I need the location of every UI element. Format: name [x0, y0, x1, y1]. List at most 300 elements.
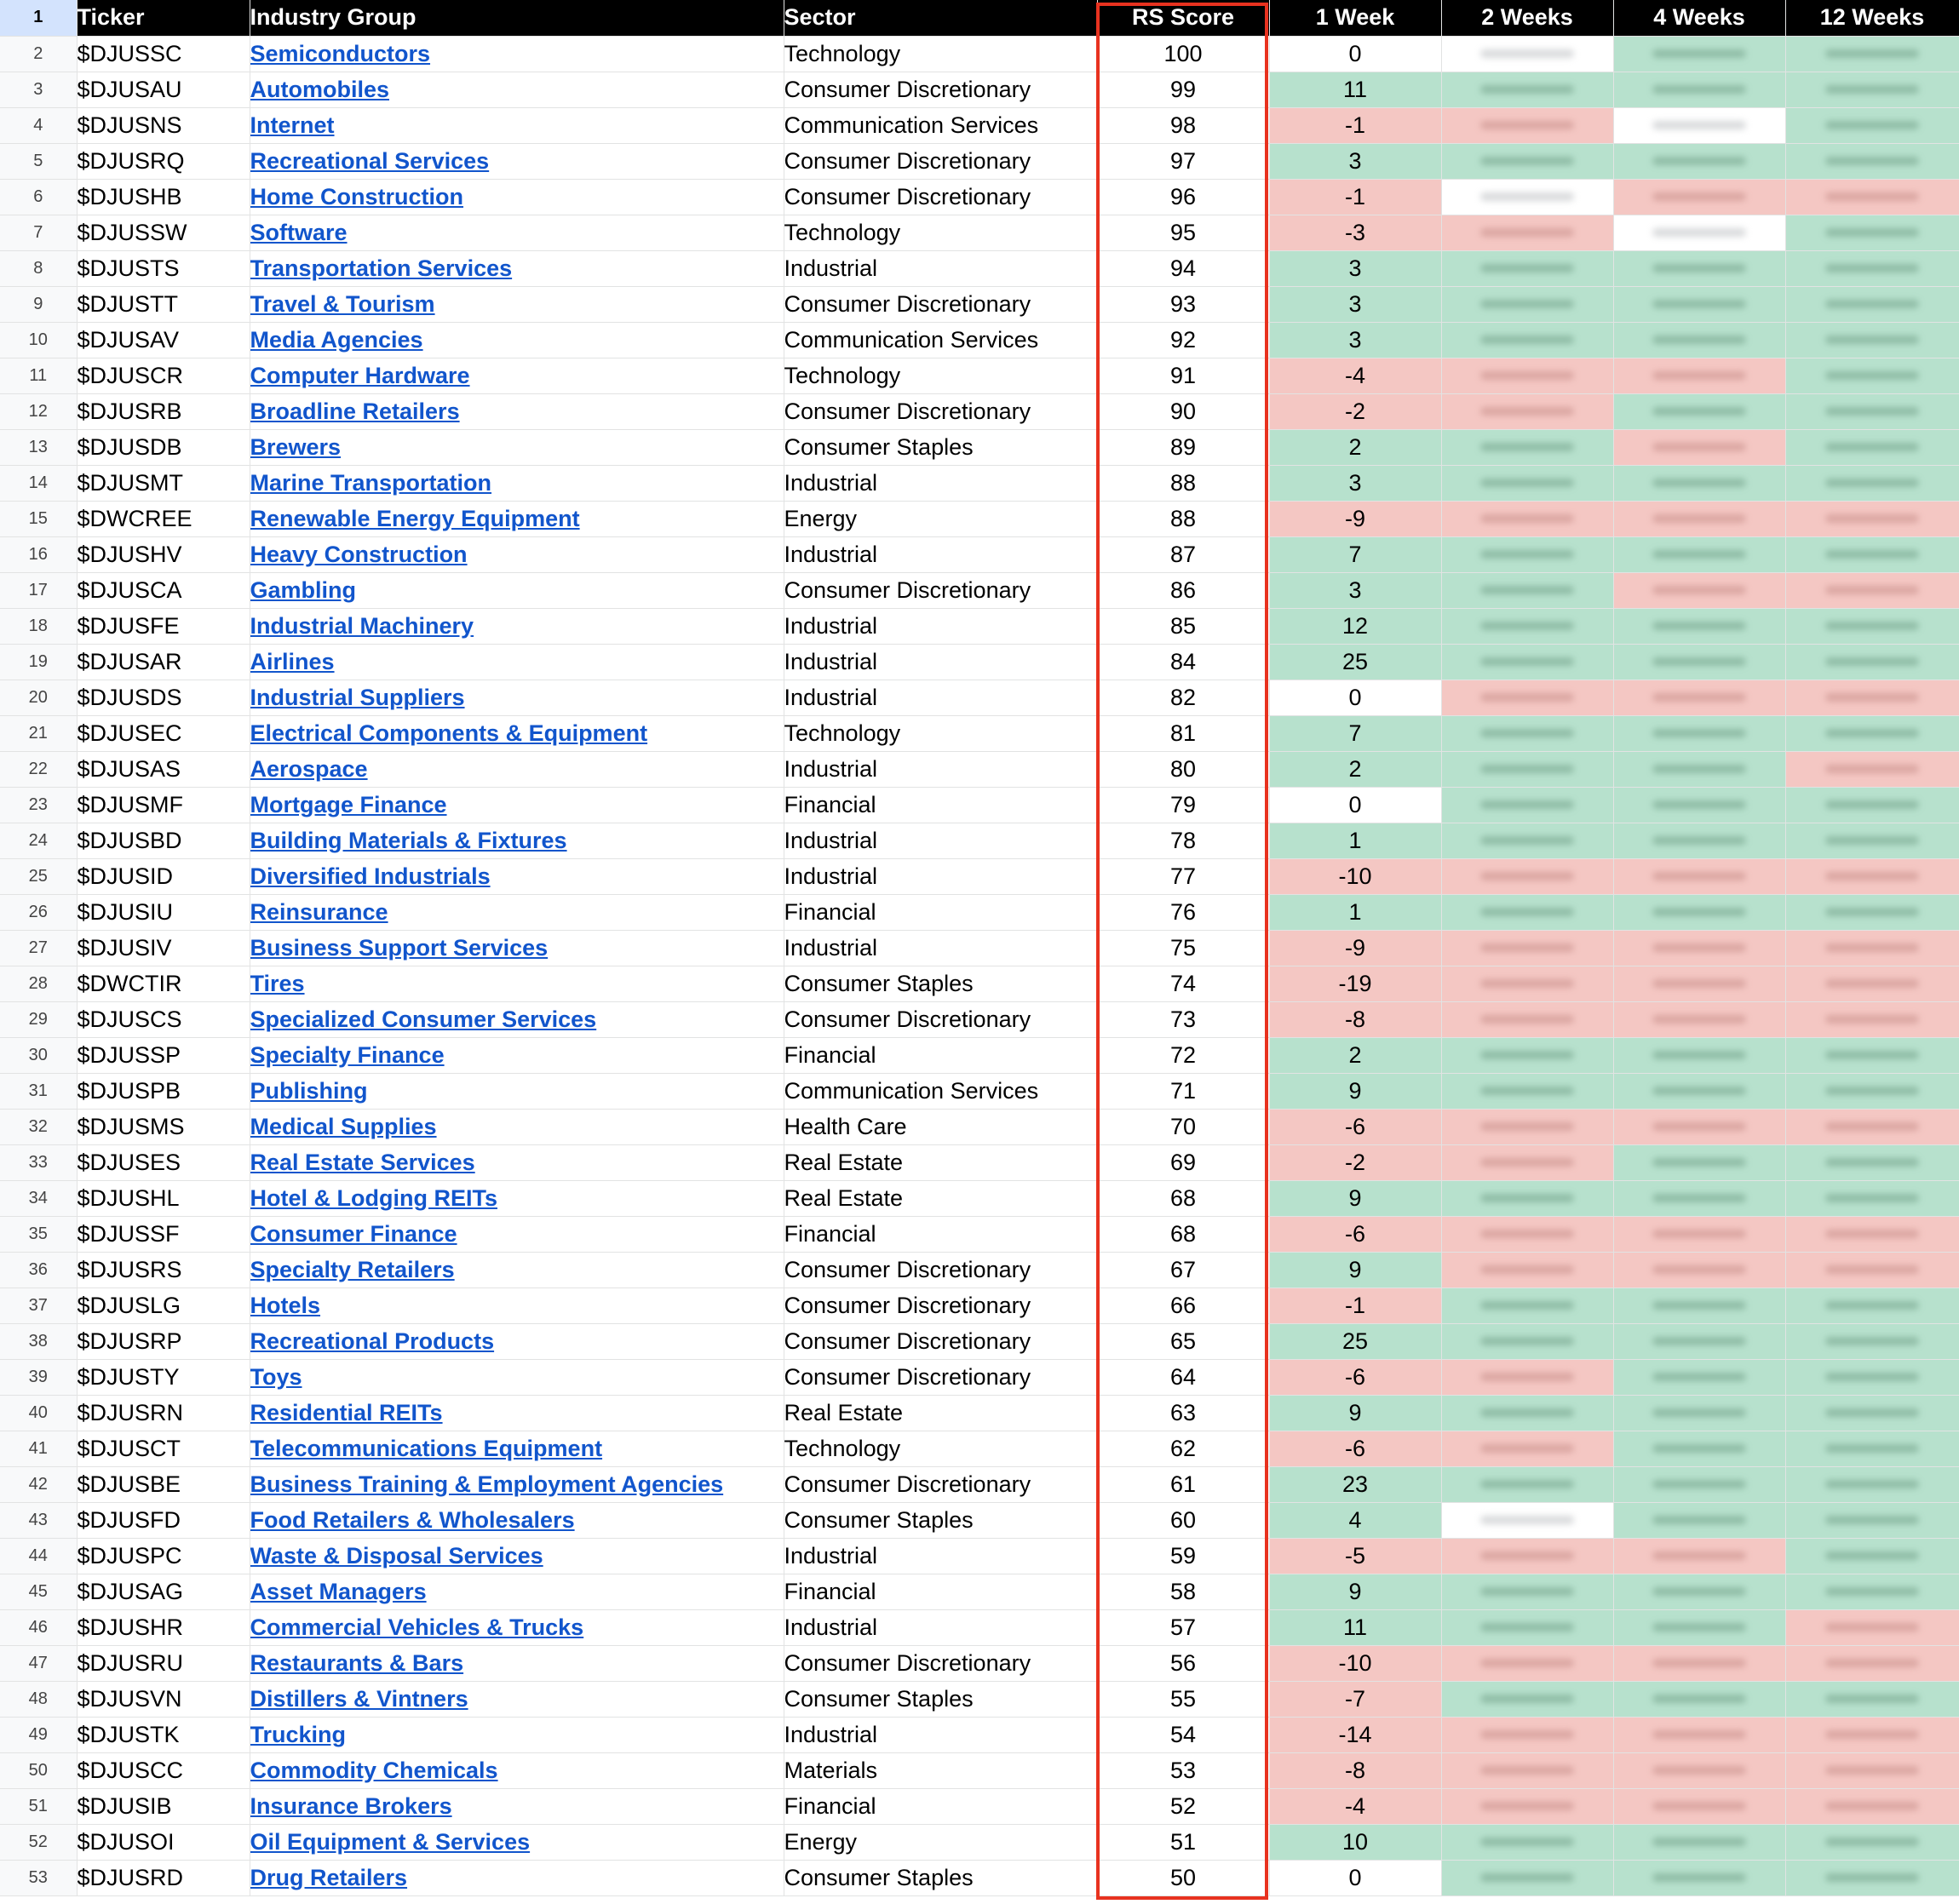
industry-group-link[interactable]: Hotels — [250, 1292, 321, 1318]
ticker-cell[interactable]: $DJUSCT — [77, 1431, 250, 1466]
week12-blurred-cell[interactable] — [1785, 1073, 1959, 1109]
industry-group-cell[interactable] — [250, 107, 784, 143]
week4-blurred-cell[interactable] — [1613, 1323, 1785, 1359]
week1-change-cell[interactable]: -14 — [1269, 1717, 1441, 1752]
week2-blurred-cell[interactable] — [1441, 1431, 1613, 1466]
rs-score-cell[interactable]: 61 — [1097, 1466, 1269, 1502]
ticker-cell[interactable]: $DJUSRU — [77, 1645, 250, 1681]
week2-blurred-cell[interactable] — [1441, 393, 1613, 429]
industry-group-cell[interactable] — [250, 322, 784, 358]
industry-group-link[interactable]: Semiconductors — [250, 40, 431, 66]
industry-group-link[interactable]: Oil Equipment & Services — [250, 1828, 531, 1855]
week2-blurred-cell[interactable] — [1441, 1180, 1613, 1216]
industry-group-link[interactable]: Internet — [250, 112, 335, 138]
ticker-cell[interactable]: $DJUSCS — [77, 1001, 250, 1037]
week2-blurred-cell[interactable] — [1441, 501, 1613, 536]
week2-blurred-cell[interactable] — [1441, 536, 1613, 572]
row-number[interactable]: 46 — [0, 1609, 77, 1645]
sector-cell[interactable]: Consumer Discretionary — [784, 1001, 1097, 1037]
ticker-cell[interactable]: $DJUSBD — [77, 823, 250, 858]
industry-group-cell[interactable] — [250, 1431, 784, 1466]
industry-group-link[interactable]: Airlines — [250, 648, 335, 674]
week2-blurred-cell[interactable] — [1441, 1752, 1613, 1788]
rs-score-cell[interactable]: 82 — [1097, 680, 1269, 715]
row-number[interactable]: 51 — [0, 1788, 77, 1824]
rs-score-cell[interactable]: 66 — [1097, 1287, 1269, 1323]
week12-column-header[interactable]: 12 Weeks — [1785, 0, 1959, 36]
week2-blurred-cell[interactable] — [1441, 143, 1613, 179]
industry-group-link[interactable]: Broadline Retailers — [250, 398, 460, 424]
week4-blurred-cell[interactable] — [1613, 1502, 1785, 1538]
row-number[interactable]: 5 — [0, 143, 77, 179]
industry-group-link[interactable]: Business Training & Employment Agencies — [250, 1471, 724, 1497]
rs-score-cell[interactable]: 89 — [1097, 429, 1269, 465]
industry-group-link[interactable]: Marine Transportation — [250, 469, 492, 496]
week4-blurred-cell[interactable] — [1613, 1538, 1785, 1574]
industry-group-cell[interactable] — [250, 1216, 784, 1252]
week1-change-cell[interactable]: -6 — [1269, 1431, 1441, 1466]
industry-group-cell[interactable] — [250, 215, 784, 250]
industry-group-link[interactable]: Home Construction — [250, 183, 464, 209]
week2-blurred-cell[interactable] — [1441, 608, 1613, 644]
row-number[interactable]: 6 — [0, 179, 77, 215]
sector-cell[interactable]: Technology — [784, 36, 1097, 72]
industry-group-cell[interactable] — [250, 429, 784, 465]
week4-blurred-cell[interactable] — [1613, 1287, 1785, 1323]
industry-group-link[interactable]: Business Support Services — [250, 934, 549, 961]
rs-score-cell[interactable]: 84 — [1097, 644, 1269, 680]
ticker-cell[interactable]: $DJUSFD — [77, 1502, 250, 1538]
row-number[interactable]: 50 — [0, 1752, 77, 1788]
week4-blurred-cell[interactable] — [1613, 1574, 1785, 1609]
rs-score-cell[interactable]: 72 — [1097, 1037, 1269, 1073]
week1-change-cell[interactable]: 9 — [1269, 1073, 1441, 1109]
week12-blurred-cell[interactable] — [1785, 501, 1959, 536]
week4-blurred-cell[interactable] — [1613, 1037, 1785, 1073]
week2-blurred-cell[interactable] — [1441, 1574, 1613, 1609]
row-number[interactable]: 9 — [0, 286, 77, 322]
week12-blurred-cell[interactable] — [1785, 680, 1959, 715]
row-number[interactable]: 26 — [0, 894, 77, 930]
week2-blurred-cell[interactable] — [1441, 465, 1613, 501]
industry-group-cell[interactable] — [250, 608, 784, 644]
ticker-cell[interactable]: $DJUSBE — [77, 1466, 250, 1502]
week12-blurred-cell[interactable] — [1785, 465, 1959, 501]
week4-blurred-cell[interactable] — [1613, 930, 1785, 966]
week1-change-cell[interactable]: 12 — [1269, 608, 1441, 644]
ticker-cell[interactable]: $DJUSVN — [77, 1681, 250, 1717]
industry-group-column-header[interactable]: Industry Group — [250, 0, 784, 36]
industry-group-cell[interactable] — [250, 1609, 784, 1645]
industry-group-cell[interactable] — [250, 715, 784, 751]
row-number[interactable]: 23 — [0, 787, 77, 823]
week1-change-cell[interactable]: 0 — [1269, 36, 1441, 72]
row-number[interactable]: 37 — [0, 1287, 77, 1323]
week12-blurred-cell[interactable] — [1785, 1466, 1959, 1502]
ticker-cell[interactable]: $DJUSSC — [77, 36, 250, 72]
week12-blurred-cell[interactable] — [1785, 143, 1959, 179]
industry-group-cell[interactable] — [250, 894, 784, 930]
industry-group-link[interactable]: Restaurants & Bars — [250, 1649, 464, 1676]
industry-group-cell[interactable] — [250, 143, 784, 179]
industry-group-cell[interactable] — [250, 1645, 784, 1681]
industry-group-cell[interactable] — [250, 751, 784, 787]
row-number[interactable]: 24 — [0, 823, 77, 858]
week1-change-cell[interactable]: -9 — [1269, 501, 1441, 536]
sector-cell[interactable]: Industrial — [784, 608, 1097, 644]
industry-group-cell[interactable] — [250, 1466, 784, 1502]
week2-blurred-cell[interactable] — [1441, 429, 1613, 465]
row-number[interactable]: 35 — [0, 1216, 77, 1252]
rs-score-cell[interactable]: 93 — [1097, 286, 1269, 322]
ticker-cell[interactable]: $DJUSPB — [77, 1073, 250, 1109]
industry-group-link[interactable]: Recreational Products — [250, 1328, 495, 1354]
industry-group-cell[interactable] — [250, 1502, 784, 1538]
industry-group-cell[interactable] — [250, 787, 784, 823]
week4-blurred-cell[interactable] — [1613, 680, 1785, 715]
sector-cell[interactable]: Consumer Discretionary — [784, 143, 1097, 179]
week12-blurred-cell[interactable] — [1785, 1574, 1959, 1609]
rs-score-cell[interactable]: 52 — [1097, 1788, 1269, 1824]
industry-group-cell[interactable] — [250, 1574, 784, 1609]
sector-cell[interactable]: Technology — [784, 715, 1097, 751]
week4-blurred-cell[interactable] — [1613, 107, 1785, 143]
row-number-header[interactable]: 1 — [0, 0, 77, 36]
week4-blurred-cell[interactable] — [1613, 1645, 1785, 1681]
week12-blurred-cell[interactable] — [1785, 1431, 1959, 1466]
week12-blurred-cell[interactable] — [1785, 1216, 1959, 1252]
week1-change-cell[interactable]: 3 — [1269, 465, 1441, 501]
industry-group-cell[interactable] — [250, 1037, 784, 1073]
ticker-cell[interactable]: $DJUSHB — [77, 179, 250, 215]
sector-cell[interactable]: Industrial — [784, 1538, 1097, 1574]
week1-change-cell[interactable]: -7 — [1269, 1681, 1441, 1717]
sector-cell[interactable]: Energy — [784, 1824, 1097, 1860]
industry-group-cell[interactable] — [250, 1359, 784, 1395]
sector-cell[interactable]: Financial — [784, 1216, 1097, 1252]
week4-blurred-cell[interactable] — [1613, 1252, 1785, 1287]
row-number[interactable]: 13 — [0, 429, 77, 465]
row-number[interactable]: 34 — [0, 1180, 77, 1216]
week1-change-cell[interactable]: 11 — [1269, 72, 1441, 107]
sector-cell[interactable]: Real Estate — [784, 1144, 1097, 1180]
sector-cell[interactable]: Industrial — [784, 930, 1097, 966]
week1-change-cell[interactable]: -6 — [1269, 1109, 1441, 1144]
sector-cell[interactable]: Consumer Discretionary — [784, 1287, 1097, 1323]
ticker-cell[interactable]: $DJUSTS — [77, 250, 250, 286]
row-number[interactable]: 25 — [0, 858, 77, 894]
ticker-cell[interactable]: $DJUSSF — [77, 1216, 250, 1252]
week2-blurred-cell[interactable] — [1441, 1252, 1613, 1287]
ticker-cell[interactable]: $DJUSSW — [77, 215, 250, 250]
week12-blurred-cell[interactable] — [1785, 823, 1959, 858]
industry-group-cell[interactable] — [250, 250, 784, 286]
week4-blurred-cell[interactable] — [1613, 1609, 1785, 1645]
industry-group-cell[interactable] — [250, 1252, 784, 1287]
week4-blurred-cell[interactable] — [1613, 1860, 1785, 1895]
sector-cell[interactable]: Technology — [784, 358, 1097, 393]
row-number[interactable]: 21 — [0, 715, 77, 751]
week12-blurred-cell[interactable] — [1785, 751, 1959, 787]
row-number[interactable]: 2 — [0, 36, 77, 72]
industry-group-cell[interactable] — [250, 179, 784, 215]
week12-blurred-cell[interactable] — [1785, 72, 1959, 107]
row-number[interactable]: 52 — [0, 1824, 77, 1860]
week12-blurred-cell[interactable] — [1785, 1287, 1959, 1323]
industry-group-link[interactable]: Hotel & Lodging REITs — [250, 1184, 497, 1211]
industry-group-cell[interactable] — [250, 966, 784, 1001]
industry-group-link[interactable]: Transportation Services — [250, 255, 513, 281]
week12-blurred-cell[interactable] — [1785, 1538, 1959, 1574]
rs-score-cell[interactable]: 59 — [1097, 1538, 1269, 1574]
industry-group-cell[interactable] — [250, 572, 784, 608]
week1-change-cell[interactable]: 3 — [1269, 143, 1441, 179]
industry-group-cell[interactable] — [250, 393, 784, 429]
sector-cell[interactable]: Consumer Discretionary — [784, 1323, 1097, 1359]
ticker-cell[interactable]: $DJUSLG — [77, 1287, 250, 1323]
sector-cell[interactable]: Real Estate — [784, 1395, 1097, 1431]
industry-group-cell[interactable] — [250, 501, 784, 536]
week2-blurred-cell[interactable] — [1441, 680, 1613, 715]
week4-blurred-cell[interactable] — [1613, 966, 1785, 1001]
industry-group-cell[interactable] — [250, 1788, 784, 1824]
week12-blurred-cell[interactable] — [1785, 1037, 1959, 1073]
week12-blurred-cell[interactable] — [1785, 358, 1959, 393]
industry-group-cell[interactable] — [250, 930, 784, 966]
sector-cell[interactable]: Consumer Discretionary — [784, 1252, 1097, 1287]
week4-blurred-cell[interactable] — [1613, 1395, 1785, 1431]
week4-blurred-cell[interactable] — [1613, 1144, 1785, 1180]
industry-group-cell[interactable] — [250, 1323, 784, 1359]
rs-score-cell[interactable]: 55 — [1097, 1681, 1269, 1717]
rs-score-cell[interactable]: 95 — [1097, 215, 1269, 250]
industry-group-cell[interactable] — [250, 1109, 784, 1144]
sector-cell[interactable]: Financial — [784, 1574, 1097, 1609]
week1-change-cell[interactable]: 0 — [1269, 787, 1441, 823]
rs-score-cell[interactable]: 76 — [1097, 894, 1269, 930]
week1-change-cell[interactable]: -10 — [1269, 858, 1441, 894]
industry-group-link[interactable]: Trucking — [250, 1721, 347, 1747]
week4-blurred-cell[interactable] — [1613, 1466, 1785, 1502]
row-number[interactable]: 42 — [0, 1466, 77, 1502]
week4-blurred-cell[interactable] — [1613, 572, 1785, 608]
industry-group-cell[interactable] — [250, 1073, 784, 1109]
week1-change-cell[interactable]: 3 — [1269, 286, 1441, 322]
ticker-cell[interactable]: $DJUSTK — [77, 1717, 250, 1752]
week4-blurred-cell[interactable] — [1613, 1752, 1785, 1788]
ticker-cell[interactable]: $DJUSTY — [77, 1359, 250, 1395]
rs-score-cell[interactable]: 78 — [1097, 823, 1269, 858]
ticker-cell[interactable]: $DJUSAU — [77, 72, 250, 107]
row-number[interactable]: 4 — [0, 107, 77, 143]
sector-cell[interactable]: Industrial — [784, 1717, 1097, 1752]
ticker-cell[interactable]: $DJUSHR — [77, 1609, 250, 1645]
rs-score-cell[interactable]: 99 — [1097, 72, 1269, 107]
row-number[interactable]: 16 — [0, 536, 77, 572]
week2-blurred-cell[interactable] — [1441, 715, 1613, 751]
row-number[interactable]: 33 — [0, 1144, 77, 1180]
week4-blurred-cell[interactable] — [1613, 1824, 1785, 1860]
row-number[interactable]: 11 — [0, 358, 77, 393]
week12-blurred-cell[interactable] — [1785, 858, 1959, 894]
week4-blurred-cell[interactable] — [1613, 1180, 1785, 1216]
week12-blurred-cell[interactable] — [1785, 1144, 1959, 1180]
industry-group-link[interactable]: Publishing — [250, 1077, 368, 1104]
week4-blurred-cell[interactable] — [1613, 250, 1785, 286]
week4-blurred-cell[interactable] — [1613, 1717, 1785, 1752]
row-number[interactable]: 49 — [0, 1717, 77, 1752]
ticker-cell[interactable]: $DJUSNS — [77, 107, 250, 143]
week12-blurred-cell[interactable] — [1785, 608, 1959, 644]
week1-change-cell[interactable]: 11 — [1269, 1609, 1441, 1645]
industry-group-cell[interactable] — [250, 536, 784, 572]
week1-change-cell[interactable]: 9 — [1269, 1252, 1441, 1287]
week12-blurred-cell[interactable] — [1785, 322, 1959, 358]
week12-blurred-cell[interactable] — [1785, 1109, 1959, 1144]
week1-change-cell[interactable]: 7 — [1269, 715, 1441, 751]
sector-cell[interactable]: Technology — [784, 215, 1097, 250]
industry-group-link[interactable]: Consumer Finance — [250, 1220, 457, 1247]
week2-blurred-cell[interactable] — [1441, 787, 1613, 823]
sector-cell[interactable]: Consumer Discretionary — [784, 1645, 1097, 1681]
week2-blurred-cell[interactable] — [1441, 215, 1613, 250]
week12-blurred-cell[interactable] — [1785, 1323, 1959, 1359]
week2-blurred-cell[interactable] — [1441, 644, 1613, 680]
week1-change-cell[interactable]: -8 — [1269, 1752, 1441, 1788]
week4-blurred-cell[interactable] — [1613, 644, 1785, 680]
week1-change-cell[interactable]: 2 — [1269, 429, 1441, 465]
rs-score-cell[interactable]: 73 — [1097, 1001, 1269, 1037]
week1-change-cell[interactable]: -1 — [1269, 179, 1441, 215]
sector-cell[interactable]: Consumer Staples — [784, 966, 1097, 1001]
week2-blurred-cell[interactable] — [1441, 1681, 1613, 1717]
sector-cell[interactable]: Communication Services — [784, 107, 1097, 143]
week2-blurred-cell[interactable] — [1441, 107, 1613, 143]
industry-group-cell[interactable] — [250, 286, 784, 322]
week4-blurred-cell[interactable] — [1613, 1359, 1785, 1395]
industry-group-cell[interactable] — [250, 358, 784, 393]
week12-blurred-cell[interactable] — [1785, 930, 1959, 966]
week1-change-cell[interactable]: -3 — [1269, 215, 1441, 250]
industry-group-cell[interactable] — [250, 823, 784, 858]
sector-cell[interactable]: Financial — [784, 1788, 1097, 1824]
week2-blurred-cell[interactable] — [1441, 1037, 1613, 1073]
week2-blurred-cell[interactable] — [1441, 823, 1613, 858]
week2-blurred-cell[interactable] — [1441, 36, 1613, 72]
week1-change-cell[interactable]: 9 — [1269, 1574, 1441, 1609]
industry-group-cell[interactable] — [250, 1860, 784, 1895]
rs-score-cell[interactable]: 85 — [1097, 608, 1269, 644]
row-number[interactable]: 45 — [0, 1574, 77, 1609]
week4-blurred-cell[interactable] — [1613, 858, 1785, 894]
week1-change-cell[interactable]: -6 — [1269, 1359, 1441, 1395]
week4-blurred-cell[interactable] — [1613, 322, 1785, 358]
industry-group-link[interactable]: Automobiles — [250, 76, 390, 102]
industry-group-link[interactable]: Electrical Components & Equipment — [250, 720, 648, 746]
rs-score-cell[interactable]: 68 — [1097, 1216, 1269, 1252]
industry-group-link[interactable]: Toys — [250, 1363, 302, 1390]
week2-blurred-cell[interactable] — [1441, 858, 1613, 894]
sector-cell[interactable]: Consumer Discretionary — [784, 179, 1097, 215]
week2-blurred-cell[interactable] — [1441, 1323, 1613, 1359]
sector-cell[interactable]: Industrial — [784, 1609, 1097, 1645]
rs-score-cell[interactable]: 69 — [1097, 1144, 1269, 1180]
week2-blurred-cell[interactable] — [1441, 179, 1613, 215]
rs-score-column-header[interactable]: RS Score — [1097, 0, 1269, 36]
week2-blurred-cell[interactable] — [1441, 1216, 1613, 1252]
row-number[interactable]: 7 — [0, 215, 77, 250]
week2-blurred-cell[interactable] — [1441, 572, 1613, 608]
sector-cell[interactable]: Financial — [784, 894, 1097, 930]
industry-group-cell[interactable] — [250, 1180, 784, 1216]
sector-cell[interactable]: Industrial — [784, 250, 1097, 286]
week2-blurred-cell[interactable] — [1441, 1717, 1613, 1752]
ticker-cell[interactable]: $DJUSAR — [77, 644, 250, 680]
industry-group-link[interactable]: Insurance Brokers — [250, 1792, 452, 1819]
industry-group-cell[interactable] — [250, 1287, 784, 1323]
industry-group-link[interactable]: Specialty Finance — [250, 1041, 445, 1068]
industry-group-cell[interactable] — [250, 1824, 784, 1860]
row-number[interactable]: 43 — [0, 1502, 77, 1538]
week2-blurred-cell[interactable] — [1441, 1109, 1613, 1144]
industry-group-cell[interactable] — [250, 1144, 784, 1180]
sector-cell[interactable]: Industrial — [784, 536, 1097, 572]
industry-group-cell[interactable] — [250, 72, 784, 107]
week1-change-cell[interactable]: -1 — [1269, 1287, 1441, 1323]
rs-score-cell[interactable]: 96 — [1097, 179, 1269, 215]
week4-blurred-cell[interactable] — [1613, 1788, 1785, 1824]
ticker-cell[interactable]: $DJUSHL — [77, 1180, 250, 1216]
week2-blurred-cell[interactable] — [1441, 930, 1613, 966]
week4-column-header[interactable]: 4 Weeks — [1613, 0, 1785, 36]
ticker-cell[interactable]: $DJUSES — [77, 1144, 250, 1180]
sector-cell[interactable]: Industrial — [784, 858, 1097, 894]
sector-cell[interactable]: Industrial — [784, 823, 1097, 858]
industry-group-link[interactable]: Aerospace — [250, 755, 368, 782]
week12-blurred-cell[interactable] — [1785, 1681, 1959, 1717]
week4-blurred-cell[interactable] — [1613, 1073, 1785, 1109]
week12-blurred-cell[interactable] — [1785, 429, 1959, 465]
industry-group-link[interactable]: Specialty Retailers — [250, 1256, 455, 1282]
week1-change-cell[interactable]: 2 — [1269, 1037, 1441, 1073]
rs-score-cell[interactable]: 92 — [1097, 322, 1269, 358]
ticker-cell[interactable]: $DJUSOI — [77, 1824, 250, 1860]
week12-blurred-cell[interactable] — [1785, 250, 1959, 286]
week4-blurred-cell[interactable] — [1613, 536, 1785, 572]
week1-change-cell[interactable]: -4 — [1269, 358, 1441, 393]
industry-group-cell[interactable] — [250, 1001, 784, 1037]
sector-cell[interactable]: Materials — [784, 1752, 1097, 1788]
week1-change-cell[interactable]: 4 — [1269, 1502, 1441, 1538]
week4-blurred-cell[interactable] — [1613, 1431, 1785, 1466]
week1-change-cell[interactable]: 3 — [1269, 572, 1441, 608]
industry-group-link[interactable]: Industrial Suppliers — [250, 684, 465, 710]
row-number[interactable]: 39 — [0, 1359, 77, 1395]
sector-cell[interactable]: Consumer Discretionary — [784, 1466, 1097, 1502]
sector-cell[interactable]: Consumer Discretionary — [784, 393, 1097, 429]
rs-score-cell[interactable]: 62 — [1097, 1431, 1269, 1466]
week12-blurred-cell[interactable] — [1785, 1252, 1959, 1287]
week1-change-cell[interactable]: -4 — [1269, 1788, 1441, 1824]
ticker-cell[interactable]: $DJUSCA — [77, 572, 250, 608]
week4-blurred-cell[interactable] — [1613, 429, 1785, 465]
row-number[interactable]: 47 — [0, 1645, 77, 1681]
row-number[interactable]: 48 — [0, 1681, 77, 1717]
industry-group-link[interactable]: Brewers — [250, 433, 342, 460]
industry-group-link[interactable]: Mortgage Finance — [250, 791, 447, 817]
week12-blurred-cell[interactable] — [1785, 1824, 1959, 1860]
week1-change-cell[interactable]: 1 — [1269, 894, 1441, 930]
